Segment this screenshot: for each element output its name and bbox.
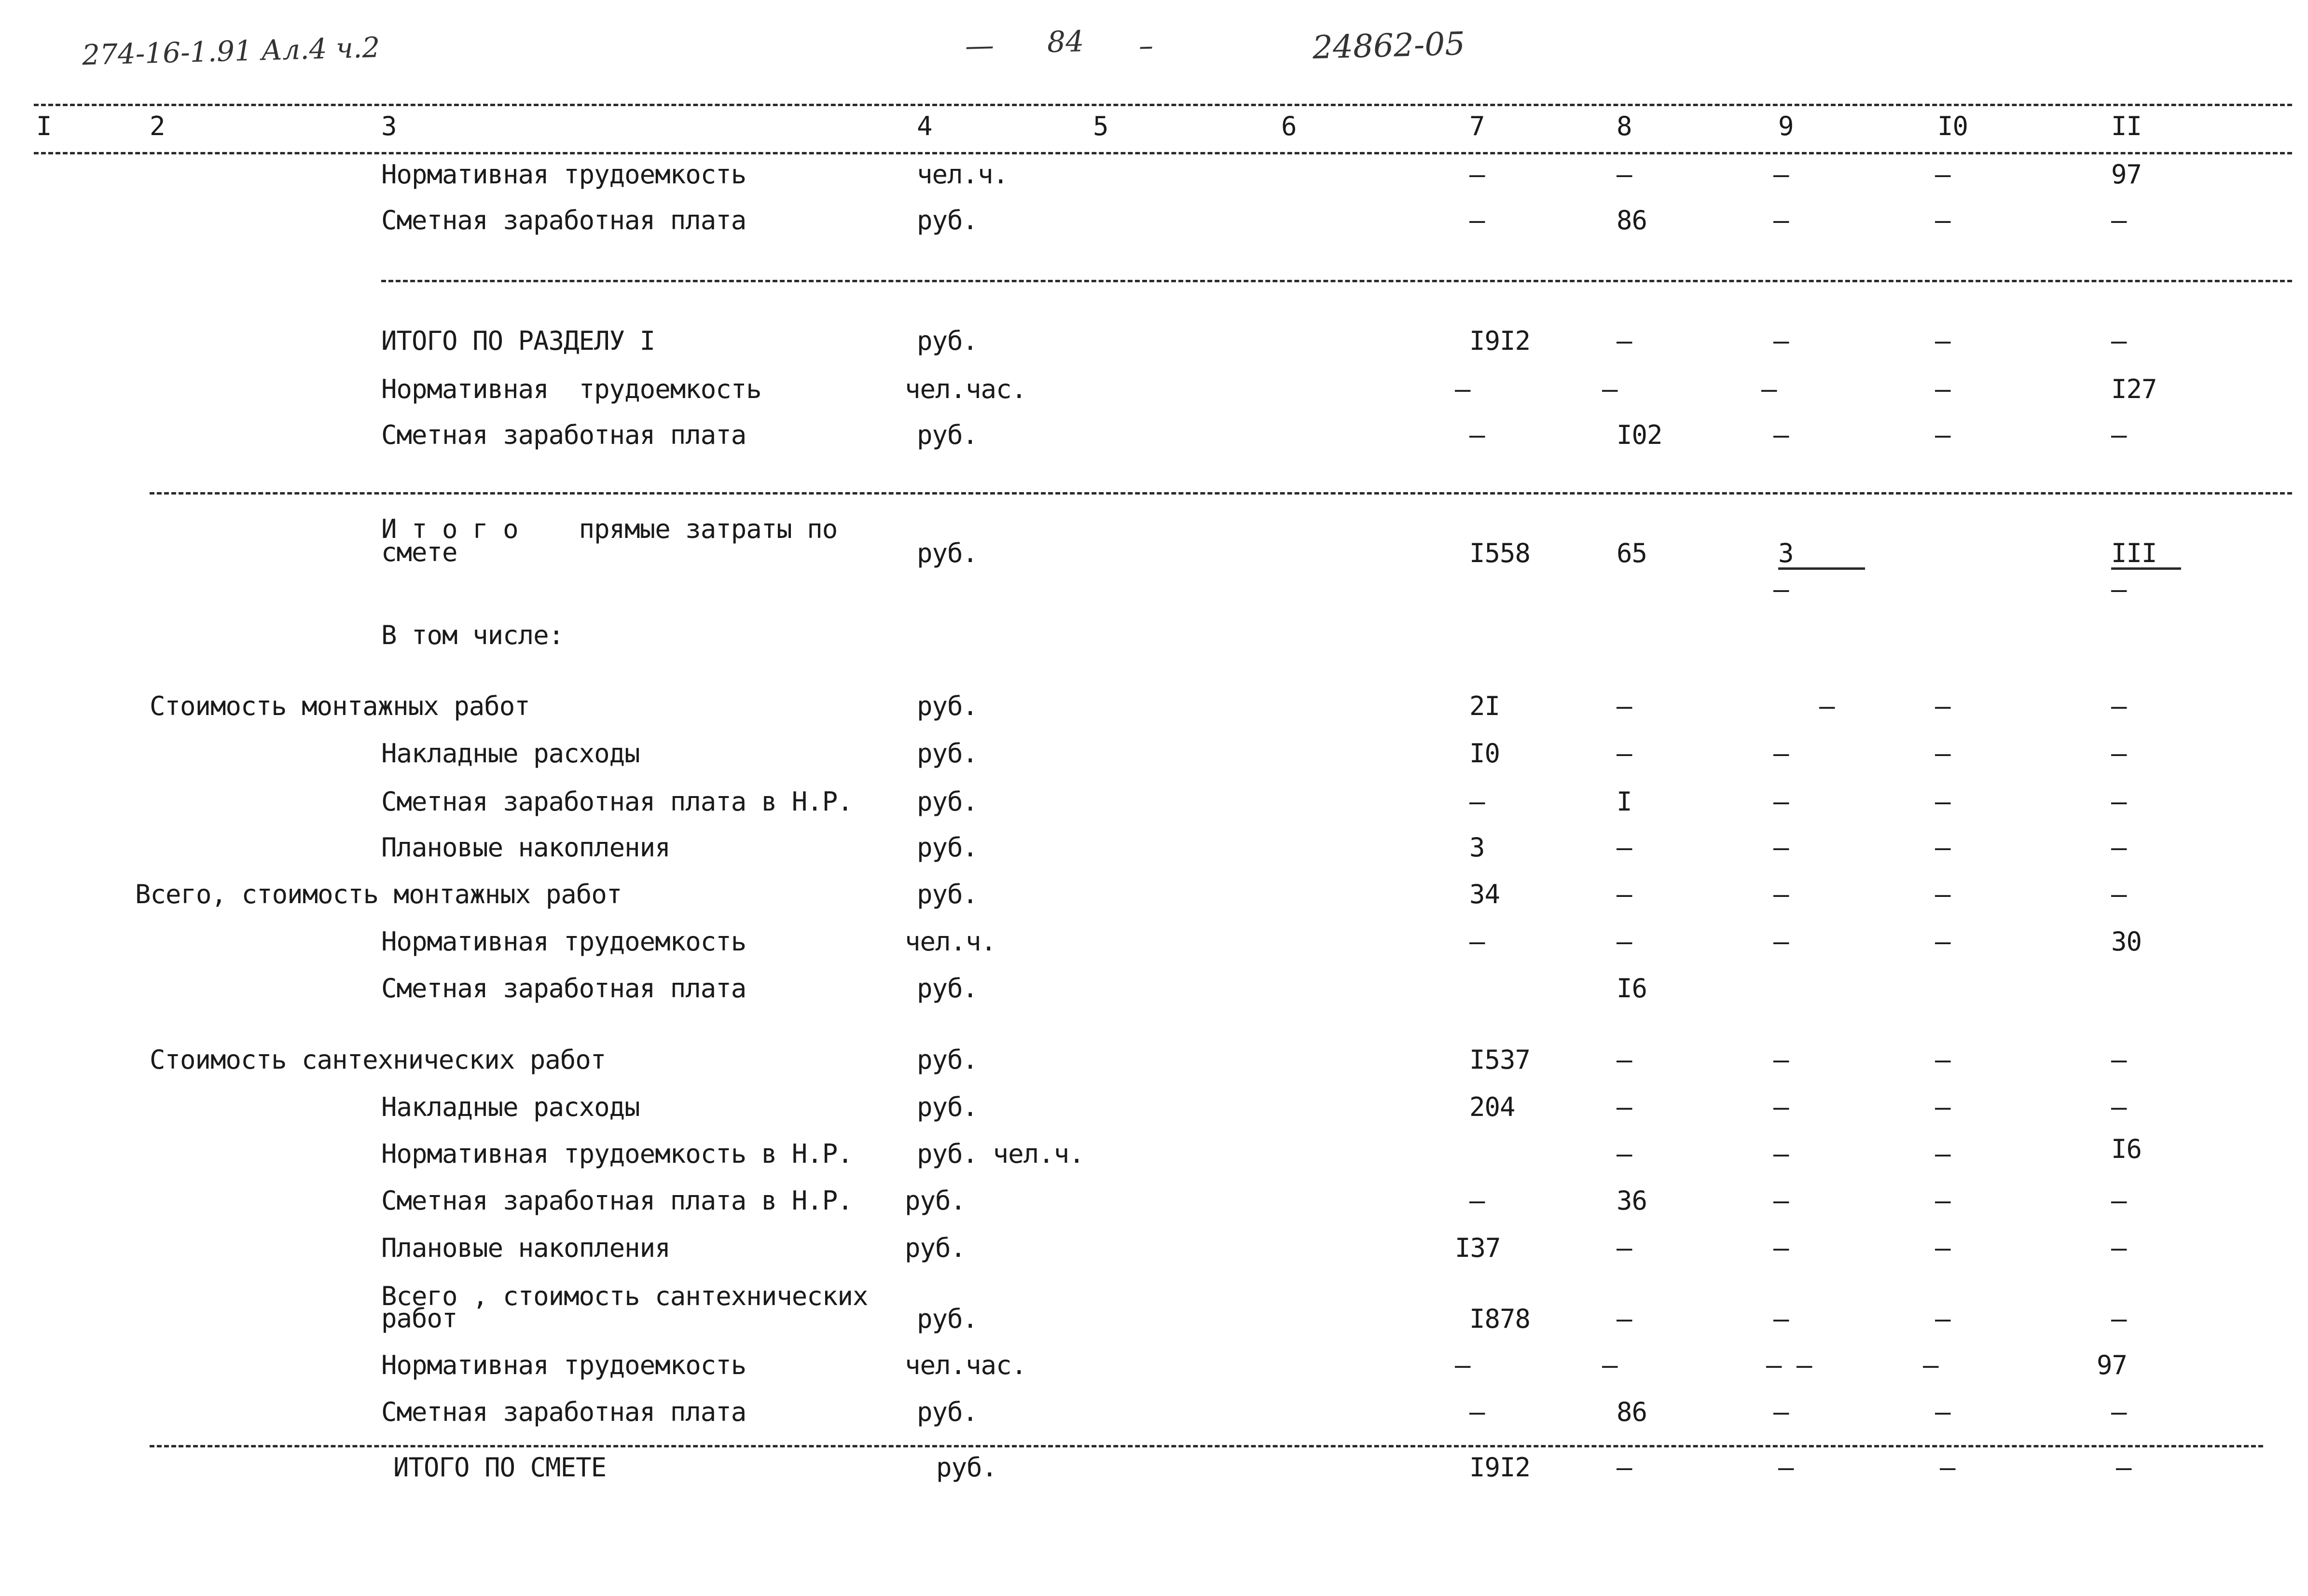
col-number-3: 3 [381,111,397,141]
row-col9: – [1773,420,1789,450]
row-label: Нормативная трудоемкость [381,1350,746,1380]
row-col8: 86 [1617,205,1647,235]
row-col10: – [1923,1350,1938,1380]
page-dash-right: – [1138,28,1154,63]
row-unit: руб. [917,1397,978,1427]
row-col9: – [1773,1045,1789,1075]
row-unit: руб. [936,1452,997,1483]
row-col8: – [1617,1452,1632,1483]
row-col8: – [1617,832,1632,863]
row-col8: – [1617,691,1632,721]
row-col7: 34 [1469,879,1500,909]
row-col9: – [1773,205,1789,235]
row-label-cont: работ [381,1303,457,1334]
row-unit: руб. [917,205,978,235]
col-number-1: I [36,111,52,141]
row-label: Стоимость монтажных работ [150,691,530,721]
row-col9: – [1773,1092,1789,1122]
row-col7: I37 [1455,1233,1501,1263]
row-col9: – [1773,926,1789,957]
row-col11: – [2111,420,2127,450]
row-col7: 204 [1469,1092,1515,1122]
row-label: Сметная заработная плата в Н.Р. [381,1185,853,1216]
row-col8: 86 [1617,1397,1647,1427]
row-col10: – [1935,326,1950,356]
row-col11: – [2111,879,2127,909]
row-label: Нормативная трудоемкость [381,926,746,957]
document-number: 24862-05 [1312,25,1466,67]
row-unit: руб. [917,691,978,721]
row-unit: руб. [917,879,978,909]
row-col7: I558 [1469,538,1531,568]
section-rule [150,492,2292,495]
page-number: 84 [1047,25,1085,59]
row-col10: – [1935,738,1950,769]
row-unit: руб. [917,973,978,1004]
row-col7: – [1469,420,1485,450]
col-number-7: 7 [1469,111,1485,141]
row-col7: – [1455,374,1470,404]
row-label: Плановые накопления [381,1233,670,1263]
row-col9: – [1778,1452,1794,1483]
row-col8: I [1617,786,1632,817]
row-col8: I6 [1617,973,1647,1004]
row-col9: – [1773,786,1789,817]
row-label: Накладные расходы [381,738,640,769]
row-col10: – [1935,926,1950,957]
row-label: Стоимость сантехнических работ [150,1045,606,1075]
row-label: ИТОГО ПО РАЗДЕЛУ I [381,326,655,356]
row-col8: – [1617,1045,1632,1075]
row-col10: – [1935,786,1950,817]
row-col11: – [2111,1397,2127,1427]
row-col9: – [1773,1397,1789,1427]
row-col11: – [2111,326,2127,356]
row-col9: – [1819,691,1835,721]
row-col11: – [2111,1045,2127,1075]
row-col7: I537 [1469,1045,1531,1075]
row-col10: – [1935,879,1950,909]
row-col7: I878 [1469,1304,1531,1334]
row-label: И т о г о прямые затраты по [381,514,838,544]
row-label: В том числе: [381,620,564,650]
row-col8: – [1617,926,1632,957]
row-unit: руб. [917,1045,978,1075]
row-col11: I27 [2111,374,2157,404]
row-col10: – [1935,1092,1950,1122]
row-col7: – [1455,1350,1470,1380]
row-col9: – [1773,1185,1789,1216]
header-top-rule [34,104,2292,106]
row-col11: – [2111,738,2127,769]
row-label: Всего, стоимость монтажных работ [135,879,622,909]
row-col10: – [1935,1233,1950,1263]
row-col10: – [1935,1304,1950,1334]
row-unit: руб. [917,832,978,863]
row-unit: руб. [917,538,978,568]
row-col9-below: – [1773,574,1789,605]
row-col8: – [1617,738,1632,769]
row-col9: – [1773,1304,1789,1334]
row-unit: руб. чел.ч. [917,1139,1084,1169]
row-col10: – [1935,420,1950,450]
col-number-2: 2 [150,111,165,141]
row-label: Накладные расходы [381,1092,640,1122]
row-col7: – [1469,205,1485,235]
row-col8: 36 [1617,1185,1647,1216]
row-unit: руб. [905,1185,966,1216]
row-unit: чел.час. [905,374,1027,404]
row-col9: – [1773,326,1789,356]
row-col7: – [1469,786,1485,817]
row-col9: 3 [1778,538,1794,568]
underline [2111,567,2181,570]
row-col11: – [2111,205,2127,235]
header-bottom-rule [34,152,2292,154]
col-number-4: 4 [917,111,932,141]
row-col8: 65 [1617,538,1647,568]
row-col7: – [1469,1397,1485,1427]
row-col10: – [1935,374,1950,404]
row-col8: – [1617,1233,1632,1263]
section-rule [381,280,2292,282]
row-col9: – – [1766,1350,1812,1380]
row-label: Нормативная трудоемкость [381,159,746,190]
col-number-5: 5 [1093,111,1108,141]
row-unit: руб. [917,326,978,356]
row-label: Сметная заработная плата [381,420,746,450]
row-label: Всего , стоимость сантехнических [381,1281,868,1311]
row-col7: – [1469,159,1485,190]
col-number-10: I0 [1937,111,1968,141]
row-col11: – [2111,1304,2127,1334]
row-col9: – [1761,374,1777,404]
row-col10: – [1935,691,1950,721]
row-col9: – [1773,159,1789,190]
row-col10: – [1935,832,1950,863]
row-col9: – [1773,1139,1789,1169]
row-col8: – [1602,1350,1617,1380]
row-col11: – [2111,832,2127,863]
page-dash-left: — [965,28,995,63]
row-unit: руб. [917,786,978,817]
row-label: Плановые накопления [381,832,670,863]
row-col8: – [1617,1092,1632,1122]
row-col11: – [2111,1185,2127,1216]
row-col9: – [1773,879,1789,909]
row-unit: руб. [905,1233,966,1263]
row-col11-below: – [2111,574,2127,605]
row-col10: – [1935,159,1950,190]
row-unit: руб. [917,420,978,450]
row-col11: 30 [2111,926,2142,957]
row-unit: чел.ч. [905,926,996,957]
row-label: Сметная заработная плата в Н.Р. [381,786,853,817]
col-number-9: 9 [1778,111,1794,141]
row-col8: – [1617,159,1632,190]
row-unit: чел.час. [905,1350,1027,1380]
row-col7: – [1469,926,1485,957]
row-col8: – [1617,326,1632,356]
row-label: Сметная заработная плата [381,973,746,1004]
row-col11: III [2111,538,2157,568]
row-label: Нормативная трудоемкость в Н.Р. [381,1139,853,1169]
row-unit: чел.ч. [917,159,1009,190]
archive-code: 274-16-1.91 Ал.4 ч.2 [82,30,381,72]
row-label: Сметная заработная плата [381,1397,746,1427]
row-col7: – [1469,1185,1485,1216]
row-col7: I0 [1469,738,1500,769]
col-number-11: II [2111,111,2142,141]
row-label: Нормативная трудоемкость [381,374,761,404]
row-col11: – [2111,786,2127,817]
row-col7: I9I2 [1469,1452,1531,1483]
row-col11: – [2111,691,2127,721]
row-col8: – [1617,879,1632,909]
row-col8: – [1617,1139,1632,1169]
row-col7: 3 [1469,832,1485,863]
row-col11: – [2111,1092,2127,1122]
row-label-cont: смете [381,537,457,567]
row-col9: – [1773,1233,1789,1263]
row-col11: 97 [2097,1350,2128,1380]
row-unit: руб. [917,738,978,769]
row-col10: – [1935,1139,1950,1169]
row-col10: – [1935,1185,1950,1216]
row-col10: – [1935,1045,1950,1075]
col-number-8: 8 [1617,111,1632,141]
row-unit: руб. [917,1304,978,1334]
row-label: Сметная заработная плата [381,205,746,235]
row-col8: – [1602,374,1617,404]
row-label: ИТОГО ПО СМЕТЕ [393,1452,607,1483]
section-rule [150,1445,2263,1447]
col-number-6: 6 [1281,111,1297,141]
row-col11: I6 [2111,1134,2142,1164]
row-col11: – [2116,1452,2131,1483]
row-col8: I02 [1617,420,1662,450]
row-col11: 97 [2111,159,2142,190]
row-col7: I9I2 [1469,326,1531,356]
row-col10: – [1935,1397,1950,1427]
row-col9: – [1773,832,1789,863]
row-col10: – [1935,205,1950,235]
row-col11: – [2111,1233,2127,1263]
row-col7: 2I [1469,691,1500,721]
row-col10: – [1940,1452,1955,1483]
row-col9: – [1773,738,1789,769]
underline [1778,567,1865,570]
row-col8: – [1617,1304,1632,1334]
row-unit: руб. [917,1092,978,1122]
